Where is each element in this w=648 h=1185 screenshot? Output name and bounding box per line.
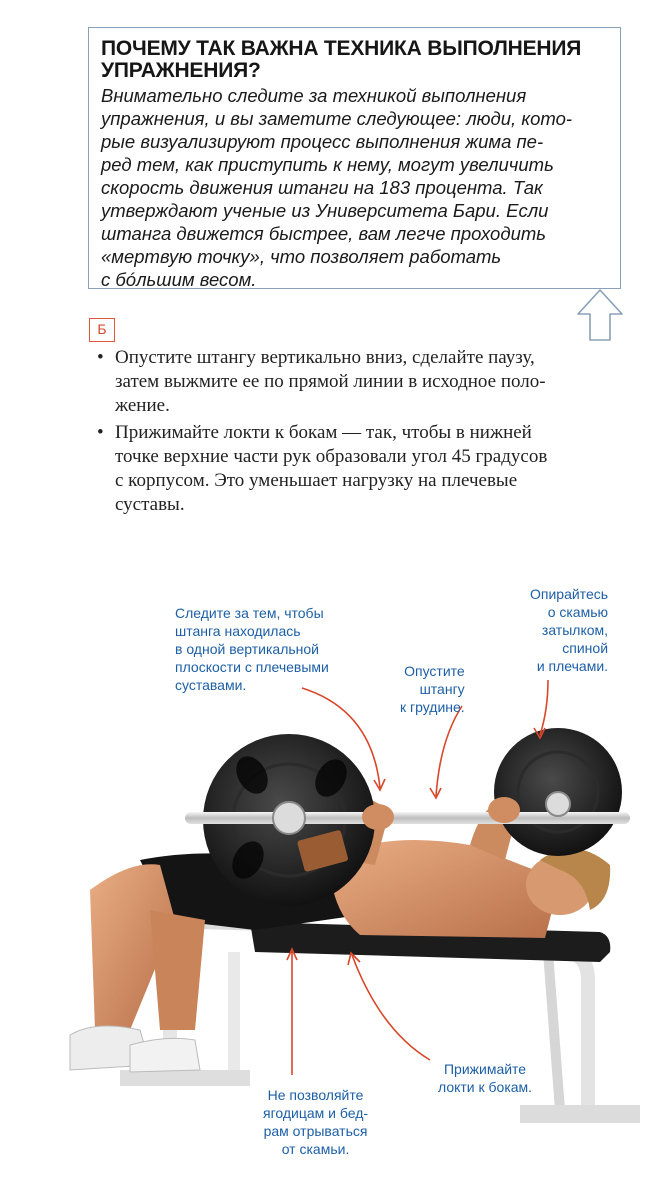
caption-line: к грудине. — [400, 699, 465, 715]
caption-line: локти к бокам. — [438, 1079, 533, 1095]
caption-bench-support — [530, 585, 608, 675]
caption-line: Опирайтесь — [530, 586, 609, 602]
bullet-line: точке верхние части рук образовали угол 45 градусов — [115, 446, 548, 467]
arrow-up-icon — [574, 286, 626, 344]
bullet-line: суставы. — [115, 494, 185, 515]
pointer-arrow — [352, 955, 430, 1060]
caption-line: Опустите — [404, 663, 465, 679]
bullet-list — [97, 346, 617, 520]
bullet-icon: • — [97, 422, 104, 443]
barbell-collar — [273, 802, 305, 834]
tip-body-line: ред тем, как приступить к нему, могут увеличить — [101, 154, 554, 175]
hand — [488, 797, 520, 823]
bullet-line: Прижимайте локти к бокам — так, чтобы в нижней — [115, 422, 532, 443]
caption-line: штанга находилась — [175, 623, 301, 639]
list-item — [97, 421, 617, 517]
tip-body-line: утверждают ученые из Университета Бари. Если — [101, 200, 549, 221]
hand — [362, 804, 394, 830]
bullet-icon: • — [97, 347, 104, 368]
sneaker — [130, 1038, 200, 1072]
bench-press-figure — [0, 560, 648, 1185]
tip-title — [101, 38, 611, 82]
tip-body-line: с бóльшим весом. — [101, 269, 257, 290]
caption-line: штангу — [419, 681, 465, 697]
caption-vertical-plane — [175, 604, 329, 694]
caption-line: плоскости с плечевыми — [175, 659, 329, 675]
tip-body-line: упражнения, и вы заметите следующее: люди, кото- — [101, 108, 573, 129]
caption-line: затылком, — [541, 622, 609, 638]
caption-line: и плечами. — [536, 658, 609, 674]
tip-body-line: Внимательно следите за техникой выполнения — [101, 85, 527, 106]
caption-lower-bar — [400, 662, 465, 716]
tip-title-line: ПОЧЕМУ ТАК ВАЖНА ТЕХНИКА ВЫПОЛНЕНИЯ — [101, 37, 582, 60]
bullet-line: жение. — [115, 395, 170, 416]
caption-line: Прижимайте — [443, 1061, 527, 1077]
caption-line: Не позволяйте — [267, 1087, 364, 1103]
tip-box — [88, 27, 621, 289]
tip-body-line: скорость движения штанги на 183 процента. Так — [101, 177, 543, 198]
caption-line: в одной вертикальной — [175, 641, 319, 657]
caption-line: суставами. — [175, 677, 247, 693]
bullet-line: затем выжмите ее по прямой линии в исходное поло- — [115, 371, 546, 392]
tip-body-line: «мертвую точку», что позволяет работать — [101, 246, 502, 267]
barbell-collar — [546, 792, 570, 816]
leg — [150, 910, 205, 1030]
bullet-line: Опустите штангу вертикально вниз, сделайте паузу, — [115, 347, 535, 368]
caption-line: Следите за тем, чтобы — [175, 605, 324, 621]
bullet-line: с корпусом. Это уменьшает нагрузку на плечевые — [115, 470, 518, 491]
tip-title-line: УПРАЖНЕНИЯ? — [101, 59, 261, 82]
section-marker: Б — [89, 318, 115, 342]
tip-body-line: рые визуализируют процесс выполнения жима пе- — [101, 131, 544, 152]
tip-body-line: штанга движется быстрее, вам легче проходить — [101, 223, 546, 244]
caption-line: рам отрываться — [263, 1123, 368, 1139]
caption-line: спиной — [562, 640, 609, 656]
caption-line: о скамью — [547, 604, 609, 620]
caption-glutes — [263, 1086, 368, 1158]
pointer-arrow — [436, 706, 462, 796]
tip-body — [101, 84, 616, 291]
pointer-arrow — [540, 680, 548, 735]
caption-line: ягодицам и бед- — [263, 1105, 369, 1121]
caption-line: от скамьи. — [281, 1141, 350, 1157]
list-item — [97, 346, 617, 418]
caption-elbows — [438, 1060, 532, 1096]
